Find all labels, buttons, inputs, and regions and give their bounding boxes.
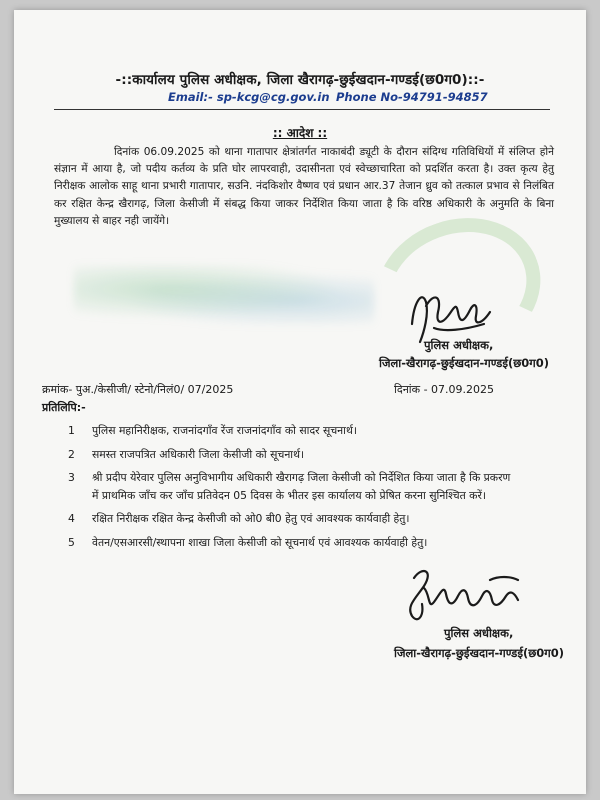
list-item-number: 2	[68, 447, 75, 461]
list-item-number: 1	[68, 424, 75, 437]
blurred-seal	[74, 265, 374, 325]
copies-label: प्रतिलिपि:-	[42, 401, 86, 414]
copies-list	[42, 422, 562, 557]
list-item-number: 5	[68, 535, 75, 549]
reference-number: क्रमांक- पुअ./केसीजी/ स्टेनो/निलं0/ 07/2025	[42, 383, 234, 396]
list-item-number: 4	[68, 512, 75, 525]
list-item-text: श्री प्रदीप येरेवार पुलिस अनुविभागीय अधिकारी खैरागढ़ जिला केसीजी को निर्देशित किया जाता है कि प्रकरण में प्राथमिक जाँच कर जाँच प्रतिवेदन 05 दिवस के भीतर इस कार्यालय को प्रेषित करना सुनिश्चित करें।	[92, 471, 511, 502]
list-item-text: वेतन/एसआरसी/स्थापना शाखा जिला केसीजी को सूचनार्थ एवं आवश्यक कार्यवाही हेतु।	[92, 535, 428, 549]
order-title: :: आदेश ::	[272, 126, 328, 140]
list-item-text: समस्त राजपत्रित अधिकारी जिला केसीजी को सूचनार्थ।	[92, 447, 305, 461]
list-item	[42, 469, 562, 504]
list-item-text: रक्षित निरीक्षक रक्षित केन्द्र केसीजी को ओ0 बी0 हेतु एवं आवश्यक कार्यवाही हेतु।	[92, 512, 410, 525]
signatory-designation: पुलिस अधीक्षक,	[424, 338, 494, 352]
office-heading: -::कार्यालय पुलिस अधीक्षक, जिला खैरागढ़-छुईखदान-गण्डई(छ0ग0)::-	[115, 72, 485, 88]
list-item	[42, 534, 562, 552]
list-item-number: 3	[68, 471, 75, 484]
signatory-office-2: जिला-खैरागढ़-छुईखदान-गण्डई(छ0ग0)	[394, 646, 565, 660]
reference-date: दिनांक - 07.09.2025	[394, 383, 495, 396]
header-divider	[54, 109, 550, 110]
signatory-office: जिला-खैरागढ़-छुईखदान-गण्डई(छ0ग0)	[379, 356, 550, 370]
list-item-text: पुलिस महानिरीक्षक, राजनांदगाँव रेंज राजनांदगाँव को सादर सूचनार्थ।	[92, 424, 357, 437]
document-page	[14, 10, 586, 794]
email-address: Email:- sp-kcg@cg.gov.in	[168, 90, 330, 104]
order-body: दिनांक 06.09.2025 को थाना गातापार क्षेत्रांतर्गत नाकाबंदी ड्यूटी के दौरान संदिग्ध गतिविधियों में संलिप्त होने संज्ञान में आया है, जो पदीय कर्तव्य के प्रति घोर लापरवाही, उदासीनता एवं स्वेच्छाचारिता को प्रदर्शित करता है। उक्त कृत्य हेतु निरीक्षक आलोक साहू थाना प्रभारी गातापार, सउनि. नंदकिशोर वैष्णव एवं प्रधान आर.37 तेजान ध्रुव को तत्काल प्रभाव से निलंबित कर रक्षित केन्द्र खैरागढ़, जिला केसीजी में संबद्ध किया जाकर निर्देशित किया जाता है कि वरिष्ठ अधिकारी के अनुमति के बिना मुख्यालय से बाहर नही जायेंगे।	[54, 146, 554, 227]
list-item	[42, 446, 562, 464]
signatory-designation-2: पुलिस अधीक्षक,	[444, 626, 514, 640]
list-item	[42, 510, 562, 528]
phone-number: Phone No-94791-94857	[336, 90, 488, 104]
list-item	[42, 422, 562, 440]
